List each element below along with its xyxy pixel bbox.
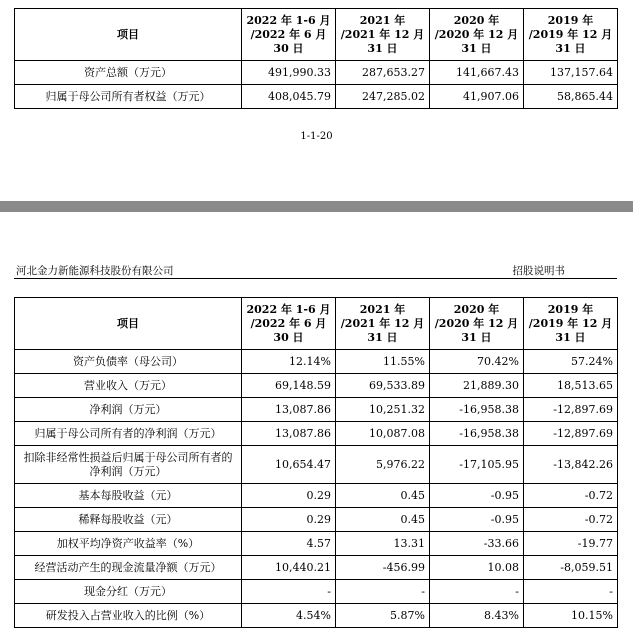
cell-value: 0.29	[242, 508, 336, 532]
row-label: 经营活动产生的现金流量净额（万元）	[15, 556, 242, 580]
table-row	[15, 61, 618, 85]
cell-value: 491,990.33	[242, 61, 336, 85]
cell-value: 10,654.47	[242, 446, 336, 484]
page-header	[14, 263, 617, 279]
row-label: 资产负债率（母公司）	[15, 350, 242, 374]
table-header-row	[15, 298, 618, 350]
cell-value: -17,105.95	[430, 446, 524, 484]
document-title: 招股说明书	[512, 265, 565, 277]
cell-value: -	[242, 580, 336, 604]
cell-value: -0.95	[430, 484, 524, 508]
row-label: 资产总额（万元）	[15, 61, 242, 85]
table-row	[15, 604, 618, 628]
table-row	[15, 484, 618, 508]
cell-value: 137,157.64	[524, 61, 618, 85]
cell-value: -0.72	[524, 508, 618, 532]
table-row	[15, 85, 618, 109]
table-row	[15, 556, 618, 580]
row-label: 现金分红（万元）	[15, 580, 242, 604]
cell-value: 141,667.43	[430, 61, 524, 85]
cell-value: -	[336, 580, 430, 604]
cell-value: 10.15%	[524, 604, 618, 628]
header-cell: 2022 年 1-6 月 /2022 年 6 月 30 日	[242, 298, 336, 350]
row-label: 归属于母公司所有者权益（万元）	[15, 85, 242, 109]
table-row	[15, 374, 618, 398]
row-label: 净利润（万元）	[15, 398, 242, 422]
row-label: 基本每股收益（元）	[15, 484, 242, 508]
header-cell: 项目	[15, 298, 242, 350]
row-label: 归属于母公司所有者的净利润（万元）	[15, 422, 242, 446]
cell-value: 8.43%	[430, 604, 524, 628]
table-row	[15, 532, 618, 556]
table-header-row	[15, 9, 618, 61]
cell-value: 5,976.22	[336, 446, 430, 484]
cell-value: 70.42%	[430, 350, 524, 374]
cell-value: -12,897.69	[524, 422, 618, 446]
header-cell: 2020 年 /2020 年 12 月 31 日	[430, 9, 524, 61]
cell-value: 287,653.27	[336, 61, 430, 85]
cell-value: -16,958.38	[430, 398, 524, 422]
financial-table-top	[14, 8, 618, 109]
table-row	[15, 508, 618, 532]
table-row	[15, 580, 618, 604]
cell-value: 11.55%	[336, 350, 430, 374]
row-label: 营业收入（万元）	[15, 374, 242, 398]
company-name: 河北金力新能源科技股份有限公司	[16, 265, 174, 277]
cell-value: 0.29	[242, 484, 336, 508]
header-cell: 2021 年 /2021 年 12 月 31 日	[336, 9, 430, 61]
cell-value: -16,958.38	[430, 422, 524, 446]
cell-value: 10,251.32	[336, 398, 430, 422]
header-cell: 2020 年 /2020 年 12 月 31 日	[430, 298, 524, 350]
cell-value: 0.45	[336, 508, 430, 532]
cell-value: -	[430, 580, 524, 604]
cell-value: 13,087.86	[242, 398, 336, 422]
cell-value: 18,513.65	[524, 374, 618, 398]
page-separator	[0, 201, 633, 212]
cell-value: 12.14%	[242, 350, 336, 374]
cell-value: 10,087.08	[336, 422, 430, 446]
cell-value: 408,045.79	[242, 85, 336, 109]
cell-value: -0.95	[430, 508, 524, 532]
cell-value: 10,440.21	[242, 556, 336, 580]
cell-value: 57.24%	[524, 350, 618, 374]
table-row	[15, 398, 618, 422]
cell-value: -8,059.51	[524, 556, 618, 580]
cell-value: -33.66	[430, 532, 524, 556]
cell-value: 58,865.44	[524, 85, 618, 109]
row-label: 研发投入占营业收入的比例（%）	[15, 604, 242, 628]
header-cell: 2021 年 /2021 年 12 月 31 日	[336, 298, 430, 350]
cell-value: 10.08	[430, 556, 524, 580]
cell-value: 0.45	[336, 484, 430, 508]
row-label: 加权平均净资产收益率（%）	[15, 532, 242, 556]
cell-value: 69,533.89	[336, 374, 430, 398]
cell-value: 4.54%	[242, 604, 336, 628]
cell-value: 69,148.59	[242, 374, 336, 398]
cell-value: -13,842.26	[524, 446, 618, 484]
table-row	[15, 446, 618, 484]
cell-value: 13,087.86	[242, 422, 336, 446]
table-row	[15, 422, 618, 446]
cell-value: -	[524, 580, 618, 604]
cell-value: -456.99	[336, 556, 430, 580]
header-cell: 项目	[15, 9, 242, 61]
table-row	[15, 350, 618, 374]
cell-value: -19.77	[524, 532, 618, 556]
row-label: 稀释每股收益（元）	[15, 508, 242, 532]
header-cell: 2022 年 1-6 月 /2022 年 6 月 30 日	[242, 9, 336, 61]
cell-value: 41,907.06	[430, 85, 524, 109]
header-cell: 2019 年 /2019 年 12 月 31 日	[524, 9, 618, 61]
page-number: 1-1-20	[300, 131, 333, 142]
cell-value: 21,889.30	[430, 374, 524, 398]
cell-value: 13.31	[336, 532, 430, 556]
header-cell: 2019 年 /2019 年 12 月 31 日	[524, 298, 618, 350]
cell-value: -12,897.69	[524, 398, 618, 422]
cell-value: 4.57	[242, 532, 336, 556]
cell-value: 247,285.02	[336, 85, 430, 109]
cell-value: 5.87%	[336, 604, 430, 628]
financial-table-bottom	[14, 297, 618, 628]
cell-value: -0.72	[524, 484, 618, 508]
row-label: 扣除非经常性损益后归属于母公司所有者的净利润（万元）	[15, 446, 242, 484]
